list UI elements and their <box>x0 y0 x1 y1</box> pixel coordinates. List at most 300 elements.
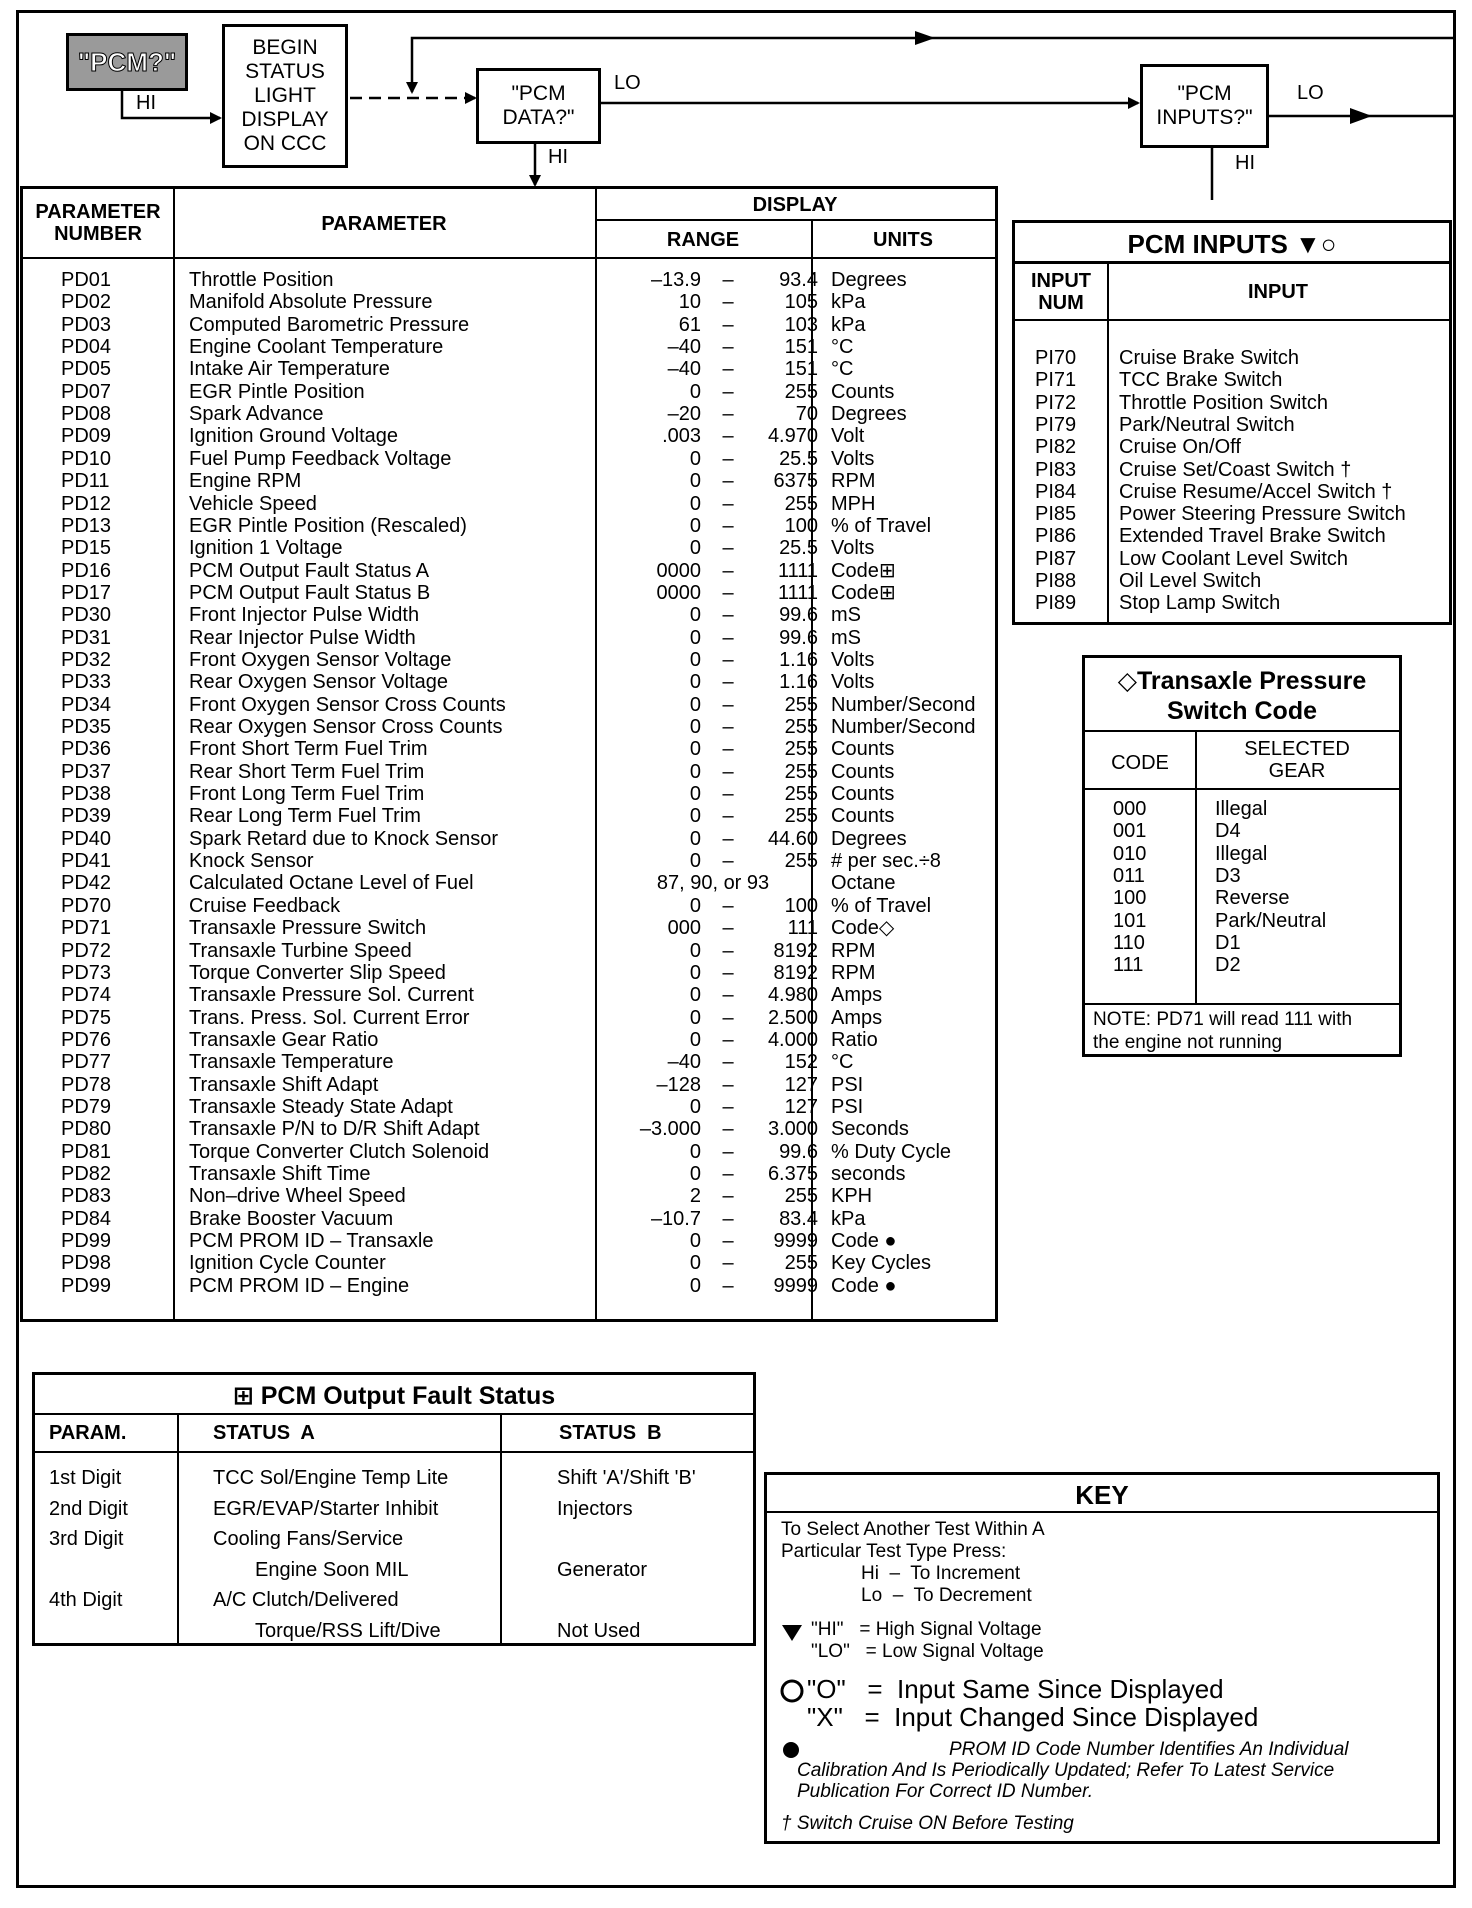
range-max: 255 <box>784 693 818 716</box>
key-prom-3: Publication For Correct ID Number. <box>797 1781 1094 1802</box>
param-number: PD31 <box>61 626 112 649</box>
range-min: 0 <box>689 850 701 873</box>
range-min: 0 <box>689 760 701 783</box>
table-row <box>23 1118 995 1141</box>
param-name: Transaxle Steady State Adapt <box>189 1095 453 1118</box>
selected-gear: Illegal <box>1215 798 1268 820</box>
table-row <box>35 1498 753 1521</box>
range-max: 152 <box>784 1051 818 1074</box>
param-number: PD12 <box>61 492 112 515</box>
pcm-inputs-title: PCM INPUTS ▼○ <box>1127 229 1337 259</box>
input-number: PI86 <box>1035 525 1077 548</box>
input-name: Oil Level Switch <box>1119 570 1262 592</box>
range-max: 25.5 <box>779 447 818 470</box>
table-row <box>23 358 995 381</box>
param-units: Amps <box>831 984 883 1007</box>
param-number: PD11 <box>61 470 110 493</box>
table-row <box>35 1620 753 1643</box>
range-min: 0 <box>689 470 701 493</box>
range-min: 0 <box>689 514 701 537</box>
param-number: PD33 <box>61 671 112 694</box>
fault-status-b: Injectors <box>557 1497 633 1520</box>
param-units: RPM <box>831 939 876 962</box>
begin-line-2: STATUS <box>245 60 325 83</box>
param-number: PD15 <box>61 537 112 560</box>
pcm-inputs-line-2: INPUTS?" <box>1156 106 1253 129</box>
param-number: PD78 <box>61 1073 112 1096</box>
table-row <box>23 582 995 605</box>
range-dash: – <box>722 693 734 716</box>
input-number: PI70 <box>1035 347 1077 369</box>
param-name: Rear Injector Pulse Width <box>189 626 416 649</box>
param-units: kPa <box>831 291 866 314</box>
input-name: Low Coolant Level Switch <box>1119 547 1349 570</box>
param-name: Ignition Ground Voltage <box>189 425 399 448</box>
range-max: 44.60 <box>767 827 818 850</box>
range-min: 0 <box>689 447 701 470</box>
param-number: PD01 <box>61 269 112 291</box>
param-units: Counts <box>831 783 895 806</box>
param-units: Octane <box>831 872 896 895</box>
table-row <box>23 314 995 337</box>
param-name: Torque Converter Clutch Solenoid <box>189 1140 490 1163</box>
range-max: 127 <box>784 1095 818 1118</box>
param-units: Volts <box>831 671 875 694</box>
lo-label-data: LO <box>614 72 641 94</box>
hi-label-inputs: HI <box>1235 152 1255 174</box>
table-row <box>23 783 995 806</box>
range-max: 9999 <box>773 1274 818 1297</box>
param-units: MPH <box>831 492 876 515</box>
fault-status-b: Shift 'A'/Shift 'B' <box>557 1467 696 1489</box>
table-row <box>23 1096 995 1119</box>
param-name: Torque Converter Slip Speed <box>189 961 446 984</box>
table-row <box>1085 887 1399 910</box>
table-row <box>1085 820 1399 843</box>
header-divider <box>1015 319 1449 321</box>
pressure-note-1: NOTE: PD71 will read 111 with <box>1093 1009 1353 1030</box>
table-row <box>35 1589 753 1612</box>
table-row <box>1015 414 1449 437</box>
table-row <box>23 761 995 784</box>
range-min: 000 <box>667 917 701 940</box>
range-min: 0 <box>689 939 701 962</box>
range-dash: – <box>722 291 734 314</box>
range-max: 93.4 <box>779 269 818 291</box>
range-dash: – <box>722 1028 734 1051</box>
range-max: 83.4 <box>779 1207 818 1230</box>
table-row <box>1085 932 1399 955</box>
param-number: PD05 <box>61 358 112 381</box>
range-min: 0 <box>689 961 701 984</box>
range-max: 99.6 <box>779 626 818 649</box>
fault-status-b: Generator <box>557 1558 648 1581</box>
param-number: PD36 <box>61 738 112 761</box>
param-units: Number/Second <box>831 693 976 716</box>
table-row <box>23 381 995 404</box>
param-number: PD98 <box>61 1252 112 1275</box>
range-dash: – <box>722 1163 734 1185</box>
param-units: Ratio <box>831 1028 878 1051</box>
range-dash: – <box>722 1230 734 1253</box>
range-min: 0 <box>689 716 701 738</box>
range-max: 6.375 <box>767 1163 818 1185</box>
range-dash: – <box>722 403 734 426</box>
table-row <box>1015 459 1449 482</box>
fault-title: ⊞ PCM Output Fault Status <box>232 1382 556 1410</box>
fault-status-a: Engine Soon MIL <box>255 1558 409 1581</box>
range-dash: – <box>722 492 734 515</box>
range-max: 4.970 <box>767 425 818 448</box>
range-min: 61 <box>678 313 701 336</box>
range-max: 1.16 <box>779 648 818 671</box>
param-units: Code ● <box>831 1230 897 1253</box>
range-min: .003 <box>662 425 701 448</box>
param-name: Vehicle Speed <box>189 492 317 515</box>
input-number: PI88 <box>1035 570 1077 592</box>
range-max: 255 <box>784 716 818 738</box>
param-units: Number/Second <box>831 716 976 738</box>
selected-gear: Park/Neutral <box>1215 909 1327 932</box>
param-name: Transaxle Temperature <box>189 1051 394 1074</box>
param-name: Engine RPM <box>189 470 302 493</box>
pressure-code: 110 <box>1113 931 1145 954</box>
pressure-title-2: Switch Code <box>1166 697 1317 725</box>
range-dash: – <box>722 894 734 917</box>
param-number: PD30 <box>61 604 112 627</box>
param-name: Engine Coolant Temperature <box>189 336 444 359</box>
input-name: Cruise Brake Switch <box>1119 347 1300 369</box>
param-number: PD41 <box>61 850 112 873</box>
table-row <box>23 269 995 292</box>
range-dash: – <box>722 537 734 560</box>
table-row <box>1015 525 1449 548</box>
param-name: Transaxle Pressure Switch <box>189 917 427 940</box>
range-dash: – <box>722 1051 734 1074</box>
range-min: –128 <box>656 1073 701 1096</box>
input-name: TCC Brake Switch <box>1119 369 1283 392</box>
param-name: Brake Booster Vacuum <box>189 1207 394 1230</box>
param-units: Seconds <box>831 1118 909 1141</box>
input-number: PI87 <box>1035 547 1077 570</box>
param-units: Code⊞ <box>831 581 896 604</box>
param-name: Transaxle Shift Time <box>189 1163 371 1185</box>
pcm-inputs-line-1: "PCM <box>1177 82 1232 105</box>
range-min: 0 <box>689 1095 701 1118</box>
param-units: mS <box>831 604 861 627</box>
table-row <box>23 448 995 471</box>
header-units: UNITS <box>873 229 933 251</box>
table-row <box>35 1467 753 1490</box>
table-row <box>23 1141 995 1164</box>
range-dash: – <box>722 425 734 448</box>
table-row <box>1015 548 1449 571</box>
param-units: Volts <box>831 648 875 671</box>
fault-status-a: TCC Sol/Engine Temp Lite <box>213 1467 449 1489</box>
param-number: PD77 <box>61 1051 112 1074</box>
param-units: seconds <box>831 1163 906 1185</box>
range-min: 0 <box>689 537 701 560</box>
param-units: Amps <box>831 1006 883 1029</box>
header-status-b: STATUS B <box>559 1422 662 1444</box>
param-units: Code◇ <box>831 917 895 940</box>
param-name: Front Oxygen Sensor Cross Counts <box>189 693 506 716</box>
param-number: PD74 <box>61 984 112 1007</box>
key-hi-line: Hi – To Increment <box>861 1563 1021 1584</box>
pressure-code: 000 <box>1113 798 1147 820</box>
param-units: Counts <box>831 738 895 761</box>
param-number: PD83 <box>61 1185 112 1208</box>
pcm-start-label: "PCM?" <box>77 47 177 77</box>
param-name: PCM PROM ID – Transaxle <box>189 1230 434 1253</box>
fault-status-a: Torque/RSS Lift/Dive <box>255 1619 441 1642</box>
fault-status-table <box>32 1372 756 1646</box>
key-o-line: "O" = Input Same Since Displayed <box>807 1674 1224 1704</box>
table-row <box>23 537 995 560</box>
table-row <box>23 895 995 918</box>
range-max: 255 <box>784 1185 818 1208</box>
range-max: 100 <box>784 894 818 917</box>
table-row <box>1015 347 1449 370</box>
header-param: PARAM. <box>49 1422 127 1444</box>
table-row <box>23 291 995 314</box>
param-number: PD39 <box>61 805 112 828</box>
range-max: 6375 <box>773 470 818 493</box>
key-lo-line: Lo – To Decrement <box>861 1585 1032 1606</box>
table-row <box>23 649 995 672</box>
title-divider <box>1085 730 1399 732</box>
pcm-inputs-table <box>1012 220 1452 625</box>
range-max: 8192 <box>773 939 818 962</box>
pressure-code: 100 <box>1113 887 1147 910</box>
param-units: Counts <box>831 805 895 828</box>
range-dash: – <box>722 358 734 381</box>
param-number: PD04 <box>61 336 112 359</box>
table-row <box>23 604 995 627</box>
param-name: Cruise Feedback <box>189 894 341 917</box>
range-dash: – <box>722 961 734 984</box>
table-row <box>23 872 995 895</box>
param-name: EGR Pintle Position <box>189 380 365 403</box>
table-row <box>23 1275 995 1298</box>
header-gear-1: SELECTED <box>1244 738 1350 760</box>
range-min: 0 <box>689 380 701 403</box>
table-row <box>23 940 995 963</box>
down-triangle-icon <box>781 1623 803 1643</box>
table-row <box>23 716 995 739</box>
range-max: 111 <box>787 917 818 940</box>
range-max: 99.6 <box>779 604 818 627</box>
range-dash: – <box>722 313 734 336</box>
table-row <box>1015 570 1449 593</box>
param-number: PD73 <box>61 961 112 984</box>
range-dash: – <box>722 470 734 493</box>
param-number: PD02 <box>61 291 112 314</box>
range-dash: – <box>722 716 734 738</box>
pressure-code: 001 <box>1113 820 1147 843</box>
param-number: PD84 <box>61 1207 112 1230</box>
param-name: Transaxle P/N to D/R Shift Adapt <box>189 1118 480 1141</box>
param-number: PD70 <box>61 894 112 917</box>
key-title: KEY <box>1075 1480 1129 1510</box>
table-row <box>23 828 995 851</box>
row-divider <box>595 219 995 221</box>
param-number: PD99 <box>61 1230 112 1253</box>
param-number: PD82 <box>61 1163 112 1185</box>
header-divider <box>35 1451 753 1453</box>
pressure-code: 101 <box>1113 909 1147 932</box>
range-min: 0 <box>689 1230 701 1253</box>
pressure-title-1: ◇Transaxle Pressure <box>1117 667 1367 695</box>
range-max: 3.000 <box>767 1118 818 1141</box>
param-name: Trans. Press. Sol. Current Error <box>189 1006 470 1029</box>
key-select-2: Particular Test Type Press: <box>781 1541 1007 1562</box>
param-units: Degrees <box>831 403 907 426</box>
param-name: Front Oxygen Sensor Voltage <box>189 648 452 671</box>
table-row <box>1085 843 1399 866</box>
param-units: KPH <box>831 1185 873 1208</box>
table-row <box>23 917 995 940</box>
selected-gear: Reverse <box>1215 887 1290 910</box>
fault-status-a: EGR/EVAP/Starter Inhibit <box>213 1497 439 1520</box>
range-max: 151 <box>784 358 818 381</box>
parameter-table <box>20 186 998 1322</box>
header-display: DISPLAY <box>752 194 838 216</box>
param-units: °C <box>831 336 854 359</box>
header-param-number-2: NUMBER <box>54 223 142 245</box>
param-name: Front Short Term Fuel Trim <box>189 738 428 761</box>
range-max: 255 <box>784 760 818 783</box>
param-name: Rear Oxygen Sensor Cross Counts <box>189 716 503 738</box>
range-min: 0 <box>689 805 701 828</box>
range-min: –20 <box>667 403 701 426</box>
input-name: Throttle Position Switch <box>1119 391 1328 414</box>
range-max: 4.980 <box>767 984 818 1007</box>
param-units: Volt <box>831 425 865 448</box>
pressure-note-2: the engine not running <box>1093 1032 1283 1053</box>
range-dash: – <box>722 1274 734 1297</box>
param-name: Calculated Octane Level of Fuel <box>189 872 474 895</box>
range-max: 1111 <box>777 559 818 582</box>
key-x-line: "X" = Input Changed Since Displayed <box>807 1702 1259 1732</box>
header-range: RANGE <box>666 229 740 251</box>
range-min: –40 <box>667 358 701 381</box>
range-dash: – <box>722 648 734 671</box>
param-name: Fuel Pump Feedback Voltage <box>189 447 452 470</box>
input-number: PI72 <box>1035 391 1077 414</box>
header-selected-gear <box>1195 738 1399 782</box>
param-units: RPM <box>831 961 876 984</box>
param-number: PD03 <box>61 313 112 336</box>
param-units: °C <box>831 1051 854 1074</box>
range-dash: – <box>722 1006 734 1029</box>
header-param-number <box>23 201 173 245</box>
param-units: Volts <box>831 537 875 560</box>
selected-gear: D4 <box>1215 820 1241 843</box>
table-row <box>23 1185 995 1208</box>
range-min: 0 <box>689 894 701 917</box>
range-max: 1111 <box>777 581 818 604</box>
range-min: 0 <box>689 1163 701 1185</box>
hi-label-start: HI <box>136 92 156 114</box>
table-row <box>23 627 995 650</box>
pcm-data-line-1: "PCM <box>511 82 566 105</box>
param-number: PD99 <box>61 1274 112 1297</box>
param-name: Front Long Term Fuel Trim <box>189 783 425 806</box>
pcm-data-box <box>476 68 601 144</box>
range-min: 10 <box>678 291 701 314</box>
hi-label-data: HI <box>548 146 568 168</box>
param-number: PD75 <box>61 1006 112 1029</box>
table-row <box>23 850 995 873</box>
param-number: PD42 <box>61 872 112 895</box>
pressure-code: 011 <box>1113 864 1145 887</box>
param-number: PD71 <box>61 917 112 940</box>
table-row <box>23 671 995 694</box>
range-min: 0 <box>689 626 701 649</box>
param-units: Key Cycles <box>831 1252 932 1275</box>
header-code: CODE <box>1111 752 1169 774</box>
filled-dot-icon <box>781 1740 801 1760</box>
table-row <box>1015 592 1449 615</box>
param-units: Counts <box>831 380 895 403</box>
param-name: Front Injector Pulse Width <box>189 604 420 627</box>
param-units: Code⊞ <box>831 559 896 582</box>
range-max: 255 <box>784 783 818 806</box>
transaxle-pressure-table <box>1082 655 1402 1057</box>
param-number: PD35 <box>61 716 112 738</box>
param-units: % Duty Cycle <box>831 1140 952 1163</box>
table-row <box>23 1252 995 1275</box>
table-row <box>1015 369 1449 392</box>
header-parameter: PARAMETER <box>321 213 447 235</box>
range-max: 151 <box>784 336 818 359</box>
param-number: PD09 <box>61 425 112 448</box>
fault-status-b: Not Used <box>557 1619 641 1642</box>
table-row <box>35 1559 753 1582</box>
range-max: 8192 <box>773 961 818 984</box>
open-circle-icon <box>779 1678 805 1704</box>
range-max: 2.500 <box>767 1006 818 1029</box>
header-input-num-2: NUM <box>1038 292 1084 314</box>
range-min: 0 <box>689 492 701 515</box>
input-name: Stop Lamp Switch <box>1119 592 1281 615</box>
header-input-num-1: INPUT <box>1031 270 1091 292</box>
selected-gear: Illegal <box>1215 842 1268 865</box>
range-max: 255 <box>784 738 818 761</box>
table-row <box>23 738 995 761</box>
param-name: Rear Long Term Fuel Trim <box>189 805 421 828</box>
param-name: PCM PROM ID – Engine <box>189 1274 410 1297</box>
range-min: –3.000 <box>639 1118 701 1141</box>
param-units: °C <box>831 358 854 381</box>
param-units: PSI <box>831 1095 864 1118</box>
param-name: Non–drive Wheel Speed <box>189 1185 406 1208</box>
range-min: 0 <box>689 693 701 716</box>
pressure-code: 010 <box>1113 842 1147 865</box>
range-max: 105 <box>784 291 818 314</box>
table-row <box>23 962 995 985</box>
range-dash: – <box>722 1118 734 1141</box>
begin-line-1: BEGIN <box>252 36 318 59</box>
range-dash: – <box>722 738 734 761</box>
param-number: PD37 <box>61 760 112 783</box>
input-number: PI89 <box>1035 592 1077 615</box>
range-max: 255 <box>784 1252 818 1275</box>
param-number: PD34 <box>61 693 112 716</box>
table-row <box>1085 910 1399 933</box>
table-row <box>23 1007 995 1030</box>
